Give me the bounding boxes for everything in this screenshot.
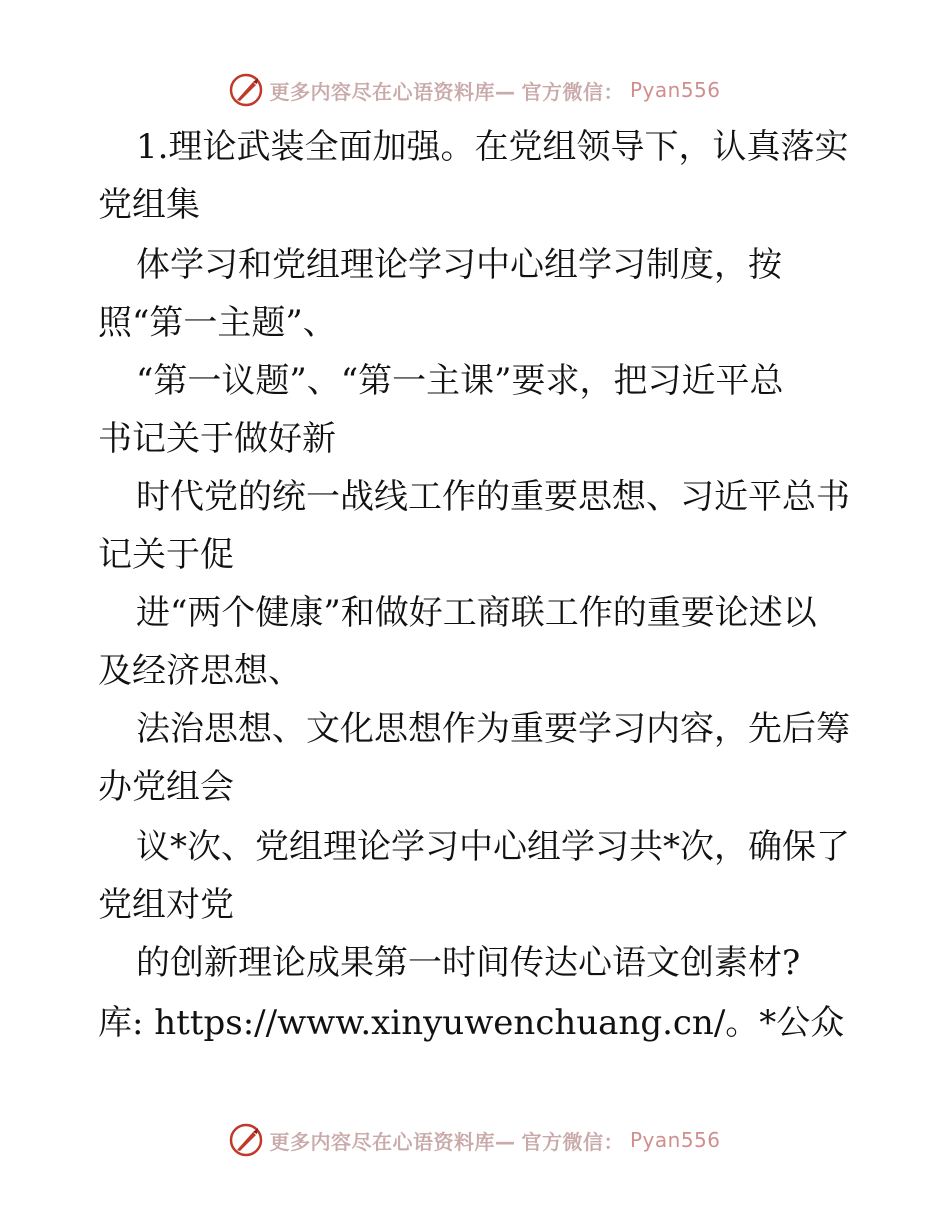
footer-watermark	[0, 1120, 950, 1160]
text-line: 时代党的统一战线工作的重要思想、习近平总书	[136, 477, 850, 517]
header-watermark	[0, 70, 950, 110]
text-line: 进“两个健康”和做好工商联工作的重要论述以	[136, 593, 817, 633]
watermark-wechat-id: Pyan556	[629, 78, 721, 102]
text-line: 书记关于做好新	[98, 419, 336, 459]
text-line: 法治思想、文化思想作为重要学习内容，先后筹	[136, 709, 850, 749]
text-line: 议*次、党组理论学习中心组学习共*次，确保了	[136, 827, 850, 867]
text-line: 库: https://www.xinyuwenchuang.cn/。*公众	[98, 1003, 845, 1043]
text-line: 党组对党	[98, 885, 234, 925]
quill-pen-logo-icon	[229, 1123, 263, 1157]
text-line: 记关于促	[98, 535, 234, 575]
quill-pen-logo-icon	[229, 73, 263, 107]
text-line: 党组集	[98, 185, 200, 225]
text-line: 1.理论武装全面加强。在党组领导下，认真落实	[136, 127, 849, 167]
text-line: 体学习和党组理论学习中心组学习制度，按	[136, 245, 782, 285]
watermark-brand-text: 更多内容尽在心语资料库—	[269, 1129, 516, 1154]
watermark-brand-text: 更多内容尽在心语资料库—	[269, 79, 516, 104]
text-line: 的创新理论成果第一时间传达心语文创素材?	[136, 943, 801, 983]
watermark-wechat-id: Pyan556	[629, 1128, 721, 1152]
watermark-wechat-label: 官方微信：	[521, 79, 624, 104]
text-line: “第一议题”、“第一主课”要求，把习近平总	[136, 361, 784, 401]
text-line: 照“第一主题”、	[98, 303, 337, 343]
text-line: 及经济思想、	[98, 651, 302, 691]
watermark-wechat-label: 官方微信：	[521, 1129, 624, 1154]
text-line: 办党组会	[98, 767, 234, 807]
